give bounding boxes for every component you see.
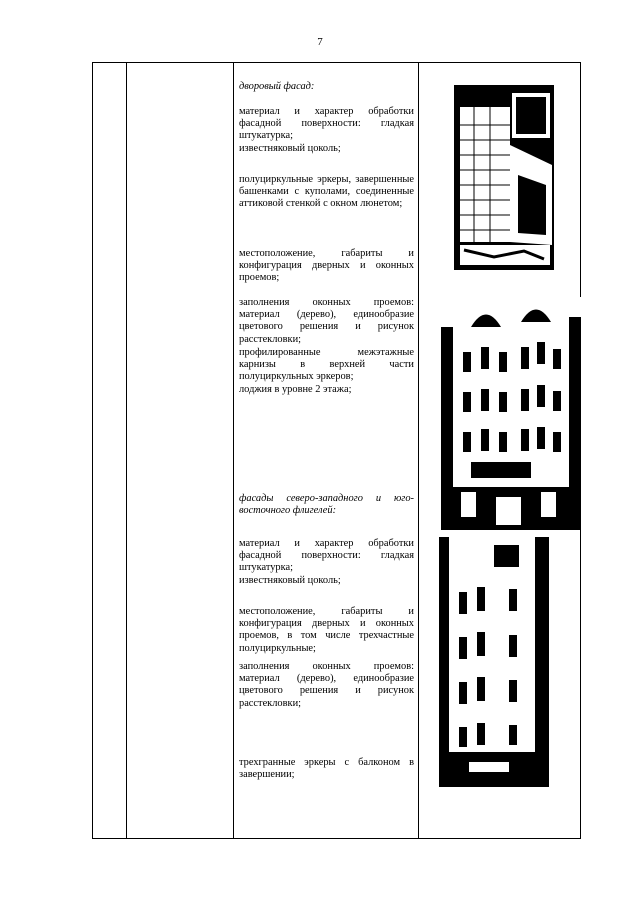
column-divider xyxy=(418,63,419,838)
list-item: материал и характер обработки фасадной поверхности: гладкая штукатурка; xyxy=(239,538,414,574)
list-item: материал и характер обработки фасадной поверхности: гладкая штукатурка; xyxy=(239,106,414,142)
courtyard-facade-photo xyxy=(441,297,581,530)
list-item: известняковый цоколь; xyxy=(239,575,341,586)
column-divider xyxy=(233,63,234,838)
list-item: заполнения оконных проемов: материал (дерево), единообразие цветового решения и рисунок расстекловки; xyxy=(239,297,414,345)
wing-facade-photo xyxy=(439,537,549,787)
list-item: профилированные межэтажные карнизы в верхней части полуциркульных эркеров; xyxy=(239,347,414,383)
section-heading: дворовый фасад: xyxy=(239,81,315,92)
list-item: трехгранные эркеры с балконом в завершении; xyxy=(239,757,414,781)
column-divider xyxy=(126,63,127,838)
courtyard-wall-photo xyxy=(454,85,554,270)
page-number: 7 xyxy=(317,36,323,48)
section-heading: фасады северо-западного и юго-восточного флигелей: xyxy=(239,493,414,517)
list-item: лоджия в уровне 2 этажа; xyxy=(239,384,352,395)
monument-table xyxy=(92,62,581,839)
list-item: заполнения оконных проемов: материал (дерево), единообразие цветового решения и рисунок расстекловки; xyxy=(239,661,414,709)
list-item: известняковый цоколь; xyxy=(239,143,341,154)
list-item: полуциркульные эркеры, завершенные башенками с куполами, соединенные аттиковой стенкой с окном люнетом; xyxy=(239,174,414,210)
list-item: местоположение, габариты и конфигурация дверных и оконных проемов; xyxy=(239,248,414,284)
list-item: местоположение, габариты и конфигурация дверных и оконных проемов, в том числе трехчастные полуциркульные; xyxy=(239,606,414,654)
